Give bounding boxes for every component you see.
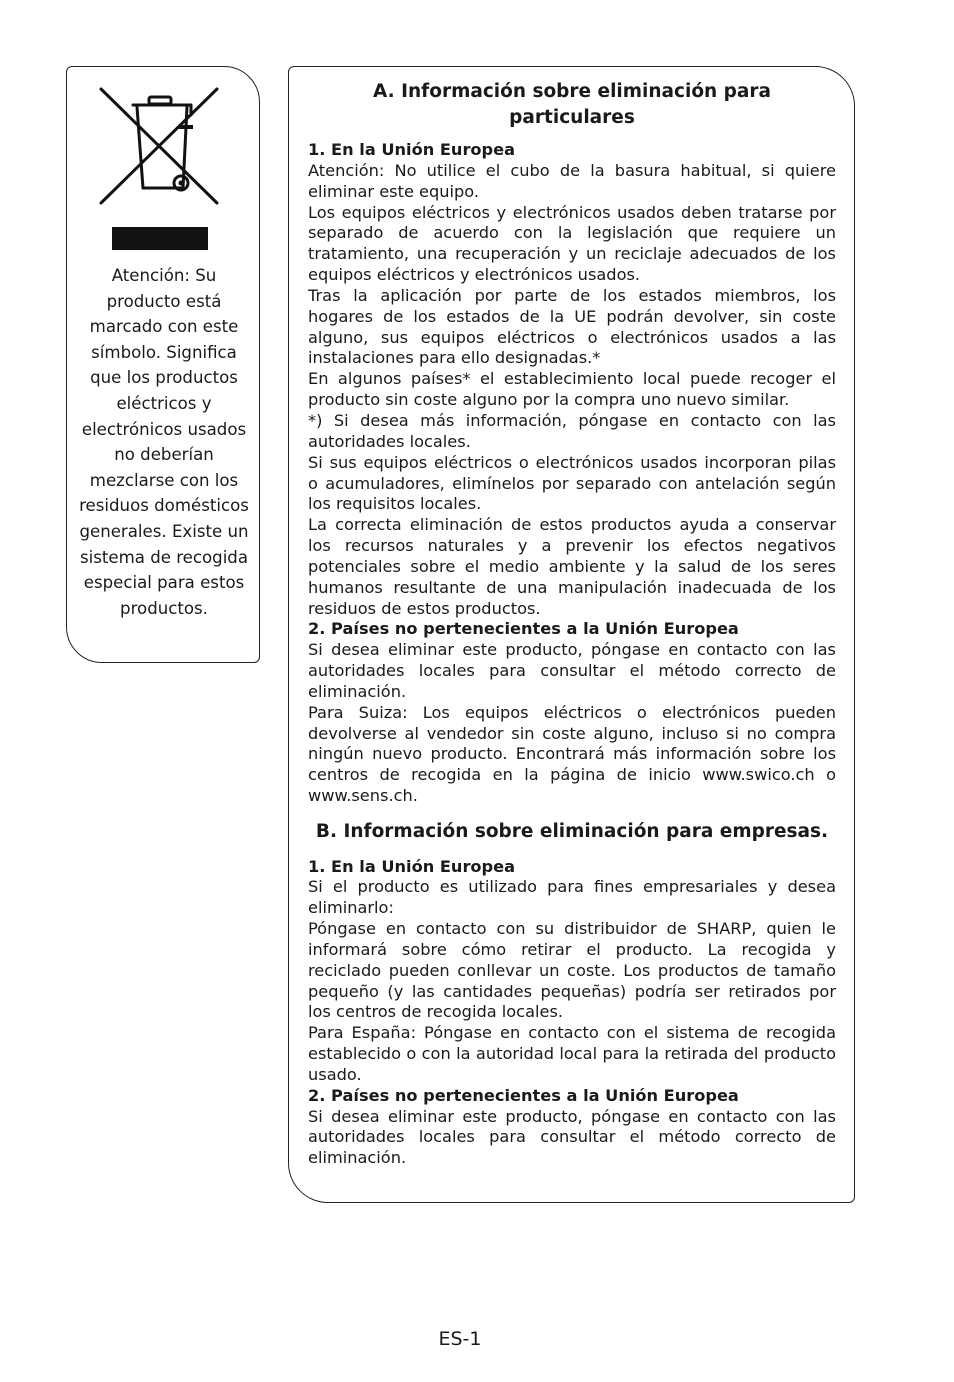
weee-notice-box [66, 66, 260, 663]
section-a-eu-paragraph: En algunos países* el establecimiento local puede recoger el producto sin coste alguno por la compra uno nuevo similar. [308, 369, 836, 410]
section-a-eu-paragraph: Los equipos eléctricos y electrónicos usados deben tratarse por separado de acuerdo con la legislación que requiere un tratamiento, una recuperación y un reciclaje adecuados de los equipos eléctricos y electrónicos usados. [308, 202, 836, 285]
section-a-title: A. Información sobre eliminación para particulares [373, 81, 771, 128]
section-b-non-eu-paragraph: Si desea eliminar este producto, póngase en contacto con las autoridades locales para consultar el método correcto de eliminación. [308, 1106, 836, 1168]
section-b-non-eu-heading: 2. Países no pertenecientes a la Unión Europea [308, 1085, 739, 1105]
weee-notice-text: Atención: Su producto está marcado con este símbolo. Significa que los productos eléctricos y electrónicos usados no deberían mezclarse con los residuos domésticos generales. Existe un sistema de recogida especial para estos productos. [79, 266, 249, 618]
section-b-eu-heading: 1. En la Unión Europea [308, 856, 516, 876]
section-a-eu-paragraph: La correcta eliminación de estos productos ayuda a conservar los recursos naturales y a prevenir los efectos negativos potenciales sobre el medio ambiente y la salud de los seres humanos resultante de una manipulación inadecuada de los residuos de estos productos. [308, 515, 836, 618]
section-a-non-eu-paragraph: Si desea eliminar este producto, póngase en contacto con las autoridades locales para consultar el método correcto de eliminación. [308, 640, 836, 701]
section-a-eu-paragraph: Atención: No utilice el cubo de la basura habitual, si quiere eliminar este equipo. [308, 160, 836, 201]
section-a-eu-paragraph: *) Si desea más información, póngase en contacto con las autoridades locales. [308, 410, 836, 451]
black-bar [112, 227, 208, 250]
section-b-eu-paragraph: Para España: Póngase en contacto con el sistema de recogida establecido o con la autoridad local para la retirada del producto usado. [308, 1023, 836, 1084]
section-b-title: B. Información sobre eliminación para empresas. [315, 821, 829, 842]
section-a-non-eu-paragraph: Para Suiza: Los equipos eléctricos o electrónicos pueden devolverse al vendedor sin coste alguno, incluso si no compra ningún nuevo producto. Encontrará más información sobre los centros de recogida en la página de inicio www.swico.ch o www.sens.ch. [308, 702, 836, 806]
section-a-eu-paragraph: Si sus equipos eléctricos o electrónicos usados incorporan pilas o acumuladores, elimínelos por separado con antelación según los requisitos locales. [308, 452, 836, 514]
disposal-info-box [288, 66, 855, 1203]
section-a-non-eu-heading: 2. Países no pertenecientes a la Unión Europea [308, 619, 739, 639]
page-number: ES-1 [438, 1328, 482, 1350]
crossed-out-wheelie-bin-icon [97, 85, 231, 207]
section-b-eu-paragraph: Si el producto es utilizado para fines empresariales y desea eliminarlo: [308, 877, 836, 918]
section-a-eu-heading: 1. En la Unión Europea [308, 140, 516, 159]
section-b-eu-paragraph: Póngase en contacto con su distribuidor de SHARP, quien le informará sobre cómo retirar el producto. La recogida y reciclado pueden conllevar un coste. Los productos de tamaño pequeño (y las cantidades pequeñas) podría ser retirados por los centros de recogida locales. [308, 919, 836, 1022]
disposal-info-content [308, 79, 836, 1169]
section-a-eu-paragraph: Tras la aplicación por parte de los estados miembros, los hogares de los estados de la UE podrán devolver, sin coste alguno, sus equipos eléctricos o electrónicos usados a las instalaciones para ello designadas.* [308, 285, 836, 368]
